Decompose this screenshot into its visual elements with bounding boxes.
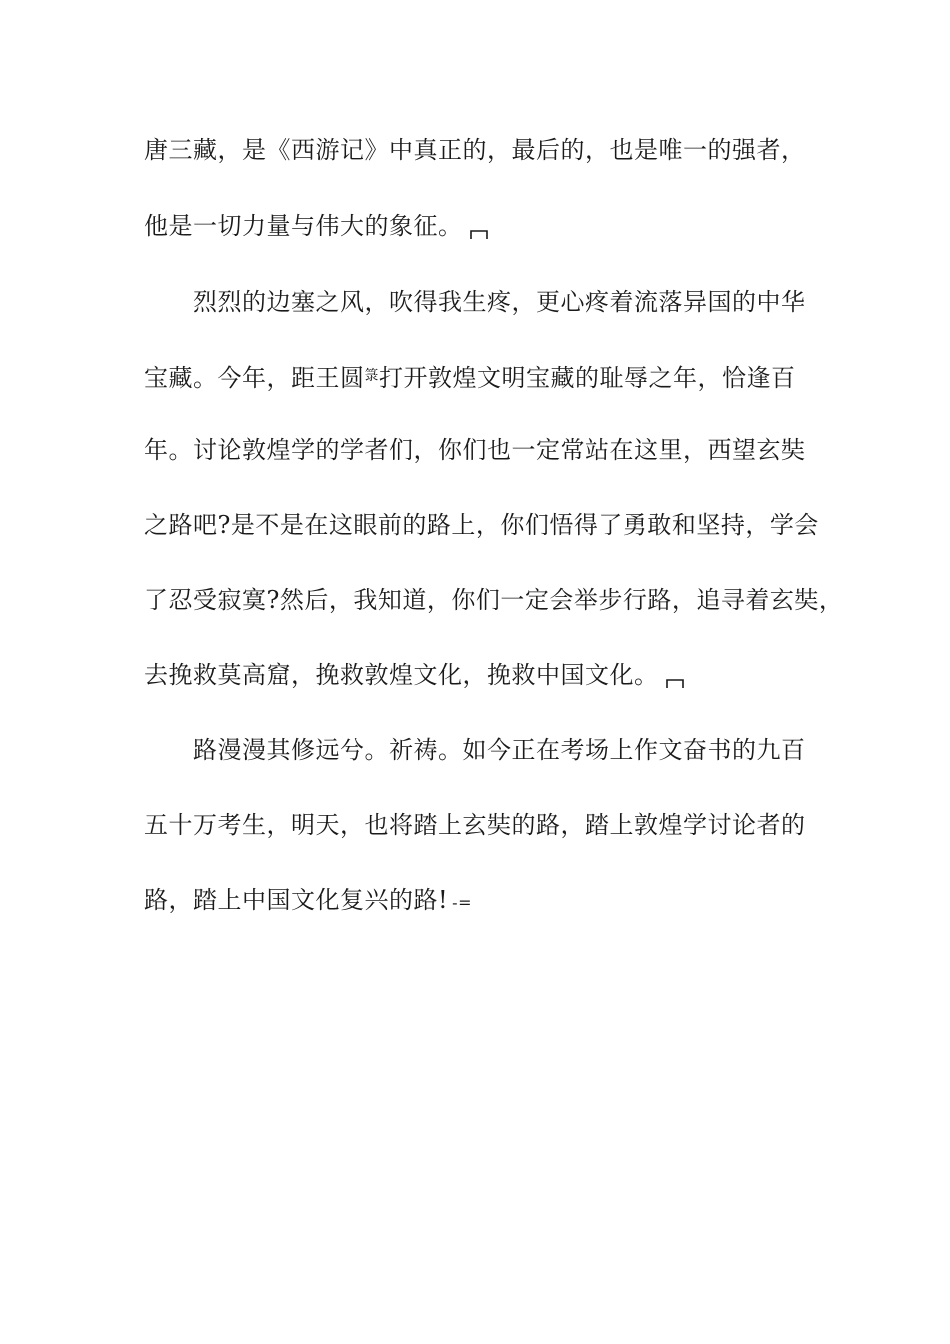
text-line-1 bbox=[144, 135, 806, 165]
line-2-text: 他是一切力量与伟大的象征。 bbox=[144, 212, 463, 240]
text-line-5 bbox=[144, 435, 806, 465]
rare-character: 箓 bbox=[364, 368, 379, 384]
text-line-6 bbox=[144, 510, 819, 540]
line-11-text: 路，踏上中国文化复兴的路! bbox=[144, 886, 449, 914]
text-line-10 bbox=[144, 810, 806, 840]
text-line-3 bbox=[193, 287, 806, 317]
text-line-11 bbox=[144, 885, 472, 918]
text-line-8 bbox=[144, 660, 685, 690]
line-1-text: 唐三藏，是《西游记》中真正的，最后的，也是唯一的强者， bbox=[144, 136, 806, 164]
line-3-text: 烈烈的边塞之风，吹得我生疼，更心疼着流落异国的中华 bbox=[193, 288, 806, 316]
text-line-4 bbox=[144, 361, 796, 393]
text-line-9 bbox=[193, 735, 806, 765]
line-8-text: 去挽救莫高窟，挽救敦煌文化，挽救中国文化。 bbox=[144, 661, 659, 689]
text-line-7 bbox=[144, 585, 843, 615]
line-9-text: 路漫漫其修远兮。祈祷。如今正在考场上作文奋书的九百 bbox=[193, 736, 806, 764]
paragraph-end-mark-icon bbox=[665, 677, 685, 687]
line-7-text: 了忍受寂寞?然后，我知道，你们一定会举步行路，追寻着玄奘， bbox=[144, 586, 844, 614]
paragraph-end-mark-icon bbox=[469, 228, 489, 238]
end-mark: -= bbox=[452, 893, 472, 912]
line-4-text-b: 打开敦煌文明宝藏的耻辱之年，恰逢百 bbox=[379, 364, 796, 392]
line-5-text: 年。讨论敦煌学的学者们，你们也一定常站在这里，西望玄奘 bbox=[144, 436, 806, 464]
line-10-text: 五十万考生，明天，也将踏上玄奘的路，踏上敦煌学讨论者的 bbox=[144, 811, 806, 839]
line-4-text-a: 宝藏。今年，距王圆 bbox=[144, 364, 365, 392]
text-line-2 bbox=[144, 211, 489, 241]
line-6-text: 之路吧?是不是在这眼前的路上，你们悟得了勇敢和坚持，学会 bbox=[144, 511, 819, 539]
